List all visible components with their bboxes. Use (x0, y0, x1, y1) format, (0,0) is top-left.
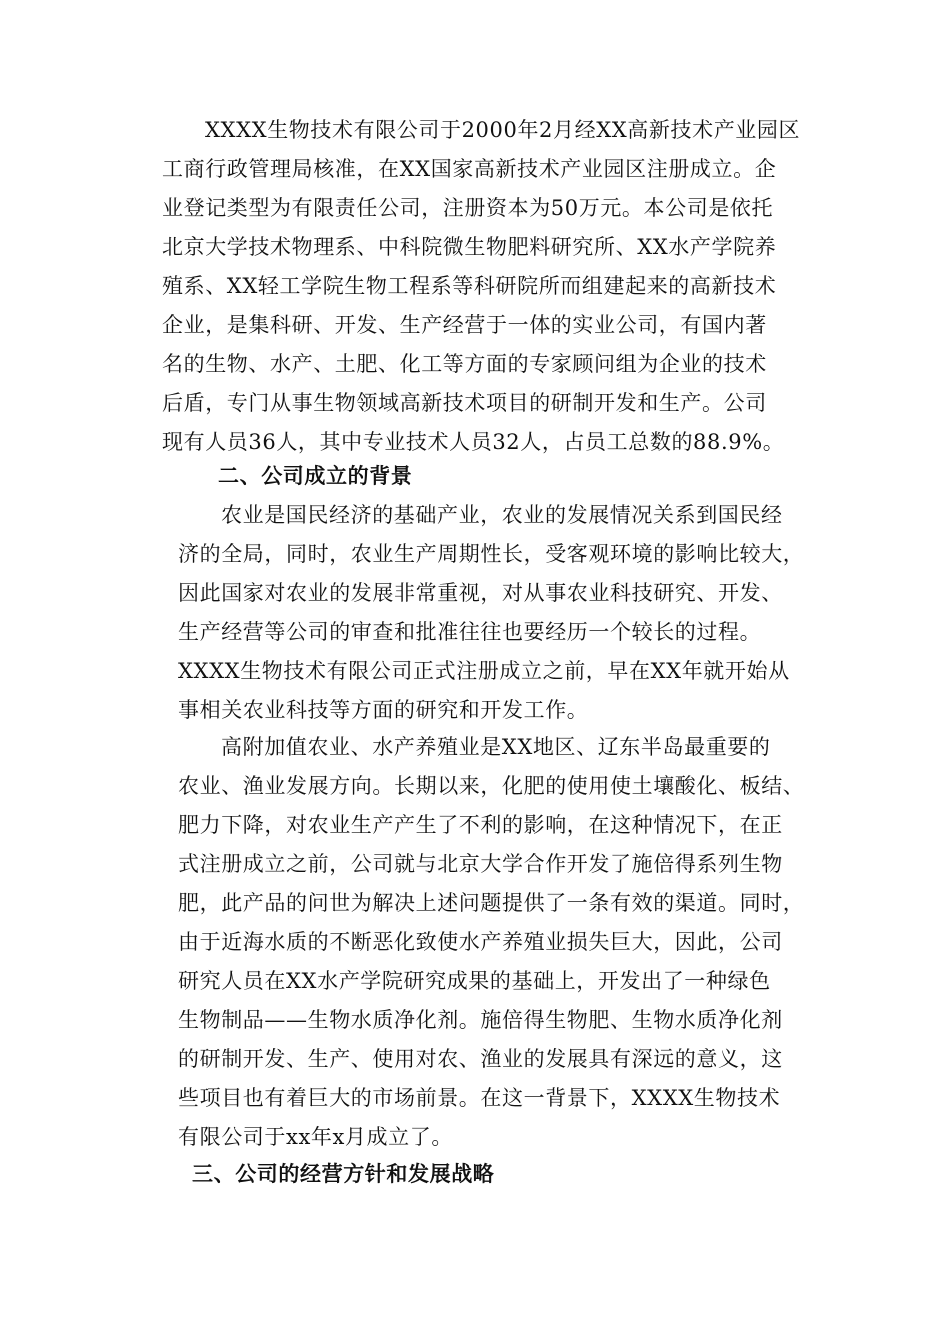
text-line: 研究人员在XX水产学院研究成果的基础上，开发出了一种绿色 (178, 969, 771, 993)
text-line: 企业，是集科研、开发、生产经营于一体的实业公司，有国内著 (162, 313, 767, 337)
text-line: 殖系、XX轻工学院生物工程系等科研院所而组建起来的高新技术 (162, 274, 777, 298)
text-line: 生物制品——生物水质净化剂。施倍得生物肥、生物水质净化剂 (178, 1008, 783, 1032)
text-line: 有限公司于xx年x月成立了。 (178, 1125, 453, 1149)
text-line: 农业、渔业发展方向。长期以来，化肥的使用使土壤酸化、板结、 (178, 774, 805, 798)
text-line: 工商行政管理局核准，在XX国家高新技术产业园区注册成立。企 (162, 157, 777, 181)
section-heading-strategy: 三、公司的经营方针和发展战略 (192, 1162, 495, 1186)
text-line: XXXX生物技术有限公司于2000年2月经XX高新技术产业园区 (205, 118, 801, 142)
text-line: 农业是国民经济的基础产业，农业的发展情况关系到国民经 (221, 503, 783, 527)
text-line: 现有人员36人，其中专业技术人员32人，占员工总数的88.9%。 (162, 430, 785, 454)
text-line: 业登记类型为有限责任公司，注册资本为50万元。本公司是依托 (162, 196, 774, 220)
text-line: 生产经营等公司的审查和批准往往也要经历一个较长的过程。 (178, 620, 762, 644)
section-heading-background: 二、公司成立的背景 (218, 464, 413, 488)
text-line: 肥力下降，对农业生产产生了不利的影响，在这种情况下，在正 (178, 813, 783, 837)
text-line: 因此国家对农业的发展非常重视，对从事农业科技研究、开发、 (178, 581, 783, 605)
text-line: 名的生物、水产、土肥、化工等方面的专家顾问组为企业的技术 (162, 352, 767, 376)
text-line: 北京大学技术物理系、中科院微生物肥料研究所、XX水产学院养 (162, 235, 777, 259)
text-line: 后盾，专门从事生物领域高新技术项目的研制开发和生产。公司 (162, 391, 767, 415)
text-line: XXXX生物技术有限公司正式注册成立之前，早在XX年就开始从 (178, 659, 790, 683)
text-line: 事相关农业科技等方面的研究和开发工作。 (178, 698, 589, 722)
text-line: 些项目也有着巨大的市场前景。在这一背景下，XXXX生物技术 (178, 1086, 781, 1110)
text-line: 济的全局，同时，农业生产周期性长，受客观环境的影响比较大， (178, 542, 805, 566)
text-line: 的研制开发、生产、使用对农、渔业的发展具有深远的意义，这 (178, 1047, 783, 1071)
text-line: 由于近海水质的不断恶化致使水产养殖业损失巨大，因此，公司 (178, 930, 783, 954)
text-line: 式注册成立之前，公司就与北京大学合作开发了施倍得系列生物 (178, 852, 783, 876)
text-line: 高附加值农业、水产养殖业是XX地区、辽东半岛最重要的 (221, 735, 771, 759)
text-line: 肥，此产品的问世为解决上述问题提供了一条有效的渠道。同时， (178, 891, 805, 915)
